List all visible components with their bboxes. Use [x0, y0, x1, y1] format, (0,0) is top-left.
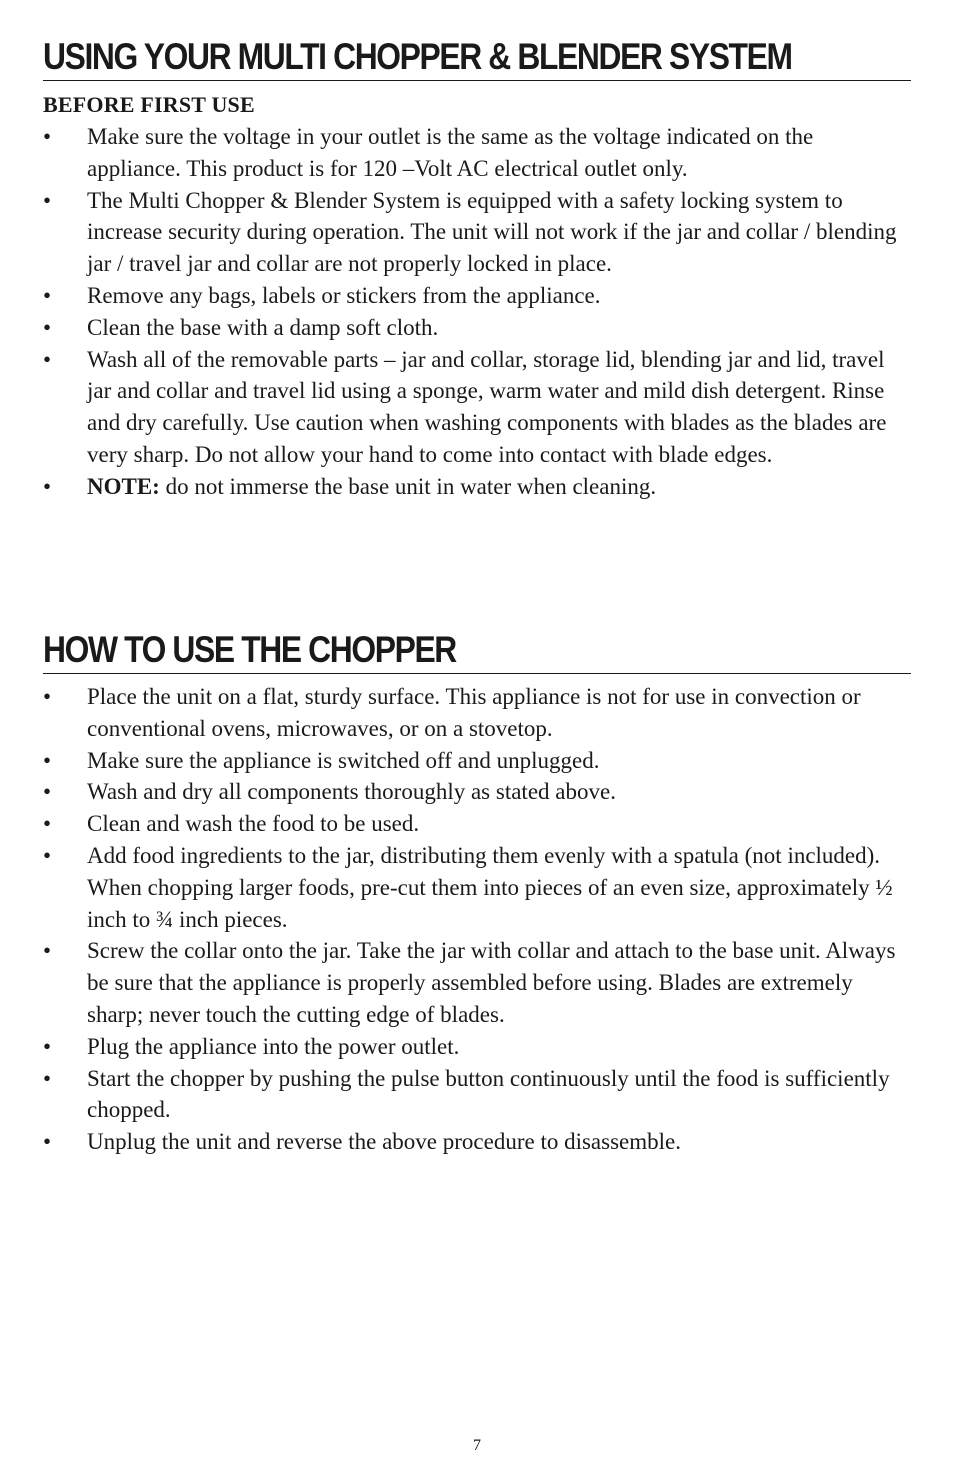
list-item-text: The Multi Chopper & Blender System is equipped with a safety locking system to increase security during operation. The unit will not work if the jar and collar / blending jar / travel jar and collar are not properly locked in place.: [87, 187, 897, 277]
list-item-text: Plug the appliance into the power outlet.: [87, 1033, 460, 1059]
list-item-text: Make sure the appliance is switched off and unplugged.: [87, 747, 600, 773]
before-first-use-list: [43, 121, 911, 503]
list-item: [43, 185, 911, 280]
bullet-icon: •: [43, 779, 52, 805]
bullet-icon: •: [43, 938, 52, 964]
list-item: [43, 1063, 911, 1127]
list-item: [43, 935, 911, 1030]
list-item: [43, 840, 911, 935]
section-title-using-system: USING YOUR MULTI CHOPPER & BLENDER SYSTEM: [43, 36, 792, 77]
list-item: [43, 1126, 911, 1158]
list-item-text: Screw the collar onto the jar. Take the jar with collar and attach to the base unit. Always be sure that the appliance is properly assembled before using. Blades are extremely sharp; never touch the cutting edge of blades.: [87, 938, 896, 1027]
bullet-icon: •: [43, 842, 52, 868]
list-item: [43, 745, 911, 777]
list-item-text: Clean and wash the food to be used.: [87, 811, 420, 837]
page-number: 7: [473, 1437, 481, 1454]
title-divider: [43, 80, 911, 81]
note-label: NOTE:: [87, 473, 160, 499]
list-item-text: Start the chopper by pushing the pulse button continuously until the food is sufficiently chopped.: [87, 1065, 890, 1123]
list-item: [43, 681, 911, 745]
list-item-text: Remove any bags, labels or stickers from the appliance.: [87, 282, 601, 308]
list-item-text: Wash all of the removable parts – jar and collar, storage lid, blending jar and lid, travel jar and collar and travel lid using a sponge, warm water and mild dish detergent. Rinse and dry carefully. Use caution when washing components with blades as the blades are very sharp. Do not allow your hand to come into contact with blade edges.: [87, 346, 887, 467]
bullet-icon: •: [43, 1033, 52, 1059]
bullet-icon: •: [43, 811, 52, 837]
section-title-how-to-use: HOW TO USE THE CHOPPER: [43, 629, 456, 670]
bullet-icon: •: [43, 1129, 52, 1155]
list-item-text: Add food ingredients to the jar, distributing them evenly with a spatula (not included). When chopping larger foods, pre-cut them into pieces of an even size, approximately ½ inch to ¾ inch pieces.: [87, 842, 893, 932]
list-item-text: Unplug the unit and reverse the above procedure to disassemble.: [87, 1129, 681, 1155]
bullet-icon: •: [43, 1065, 52, 1091]
title-divider: [43, 673, 911, 674]
bullet-icon: •: [43, 684, 52, 709]
bullet-icon: •: [43, 346, 52, 372]
list-item-text: Clean the base with a damp soft cloth.: [87, 314, 439, 340]
list-item: [43, 121, 911, 185]
bullet-icon: •: [43, 282, 52, 308]
list-item: [43, 776, 911, 808]
list-item-text: do not immerse the base unit in water when cleaning.: [159, 473, 657, 499]
list-item: [43, 280, 911, 312]
bullet-icon: •: [43, 747, 52, 773]
bullet-icon: •: [43, 473, 52, 499]
list-item-text: Wash and dry all components thoroughly as stated above.: [87, 779, 616, 805]
list-item: [43, 344, 911, 471]
list-item: [43, 1031, 911, 1063]
list-item: [43, 312, 911, 344]
subheading-before-first-use: BEFORE FIRST USE: [43, 92, 255, 117]
bullet-icon: •: [43, 187, 52, 213]
how-to-use-list: [43, 681, 911, 1158]
bullet-icon: •: [43, 124, 52, 149]
list-item: [43, 808, 911, 840]
list-item: [43, 471, 911, 503]
list-item-text: Place the unit on a flat, sturdy surface. This appliance is not for use in convection or conventional ovens, microwaves, or on a stovetop.: [87, 684, 861, 741]
list-item-text: Make sure the voltage in your outlet is the same as the voltage indicated on the appliance. This product is for 120 –Volt AC electrical outlet only.: [87, 124, 814, 181]
bullet-icon: •: [43, 314, 52, 340]
